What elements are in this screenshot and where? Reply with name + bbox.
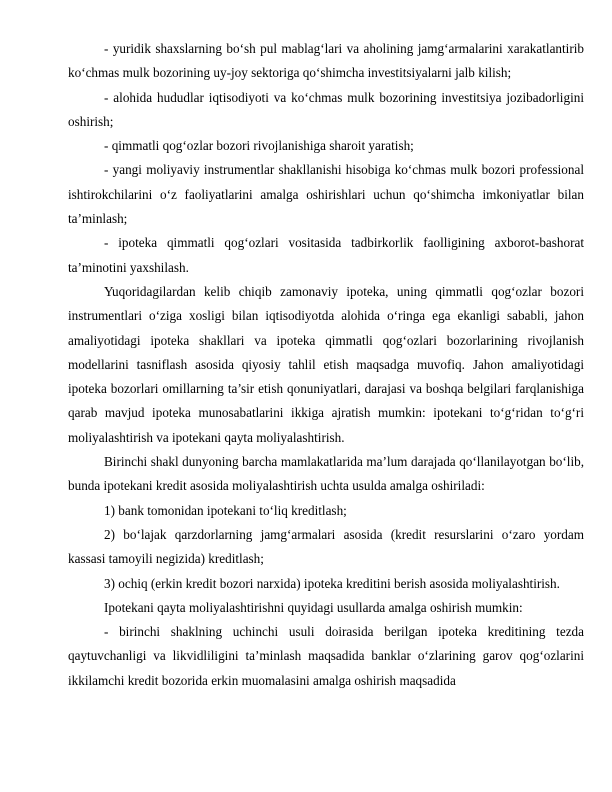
list-item: 3) ochiq (erkin kredit bozori narxida) ipoteka kreditini berish asosida moliyalashtirish. bbox=[104, 575, 560, 591]
list-item: - qimmatli qog‘ozlar bozori rivojlanishiga sharoit yaratish; bbox=[104, 138, 414, 154]
list-item: - ipoteka qimmatli qog‘ozlari vositasida tadbirkorlik faolligining axborot-bashorat ta’minotini yaxshilash. bbox=[68, 235, 584, 275]
list-item: - yangi moliyaviy instrumentlar shakllanishi hisobiga ko‘chmas mulk bozori professional ishtirokchilarini o‘z faoliyatlarini amalga oshirishlari uchun qo‘shimcha imkoniyatlar bilan ta’minlash; bbox=[68, 162, 584, 227]
list-item: - alohida hududlar iqtisodiyoti va ko‘chmas mulk bozorining investitsiya jozibadorligini oshirish; bbox=[68, 89, 584, 129]
list-item: 2) bo‘lajak qarzdorlarning jamg‘armalari asosida (kredit resurslarini o‘zaro yordam kassasi tamoyili negizida) kreditlash; bbox=[68, 526, 584, 567]
paragraph: Birinchi shakl dunyoning barcha mamlakatlarida ma’lum darajada qo‘llanilayotgan bo‘lib, bunda ipotekani kredit asosida moliyalashtirish uchta usulda amalga oshiriladi: bbox=[68, 454, 584, 494]
list-item: 1) bank tomonidan ipotekani to‘liq kreditlash; bbox=[104, 502, 347, 518]
list-item: - birinchi shaklning uchinchi usuli doirasida berilgan ipoteka kreditining tezda qaytuvchanligi va likvidliligini ta’minlash maqsadida banklar o‘zlarining garov qog‘ozlarini ikkilamchi kredit bozorida erkin muomalasini amalga oshirish maqsadida bbox=[68, 624, 584, 688]
list-item: - yuridik shaxslarning bo‘sh pul mablag‘lari va aholining jamg‘armalarini xarakatlantirib ko‘chmas mulk bozorining uy-joy sektoriga qo‘shimcha investitsiyalarni jalb kilish; bbox=[68, 41, 584, 81]
paragraph: Yuqoridagilardan kelib chiqib zamonaviy ipoteka, uning qimmatli qog‘ozlar bozori instrumentlari o‘ziga xosligi bilan iqtisodiyotda alohida o‘ringa ega ekanligi sababli, jahon amaliyotidagi ipoteka shakllari va ipoteka qimmatli qog‘ozlari bozorlarining rivojlanish modellarini tasniflash asosida qiyosiy tahlil etish maqsadga muvofiq. Jahon amaliyotidagi ipoteka bozorlari omillarning ta’sir etish qonuniyatlari, darajasi va boshqa belgilari farqlanishiga qarab mavjud ipoteka munosabatlarini ikkiga ajratish mumkin: ipotekani to‘g‘ridan to‘g‘ri moliyalashtirish va ipotekani qayta moliyalashtirish. bbox=[68, 283, 584, 445]
paragraph: Ipotekani qayta moliyalashtirishni quyidagi usullarda amalga oshirish mumkin: bbox=[104, 599, 523, 615]
document-body bbox=[68, 37, 584, 693]
